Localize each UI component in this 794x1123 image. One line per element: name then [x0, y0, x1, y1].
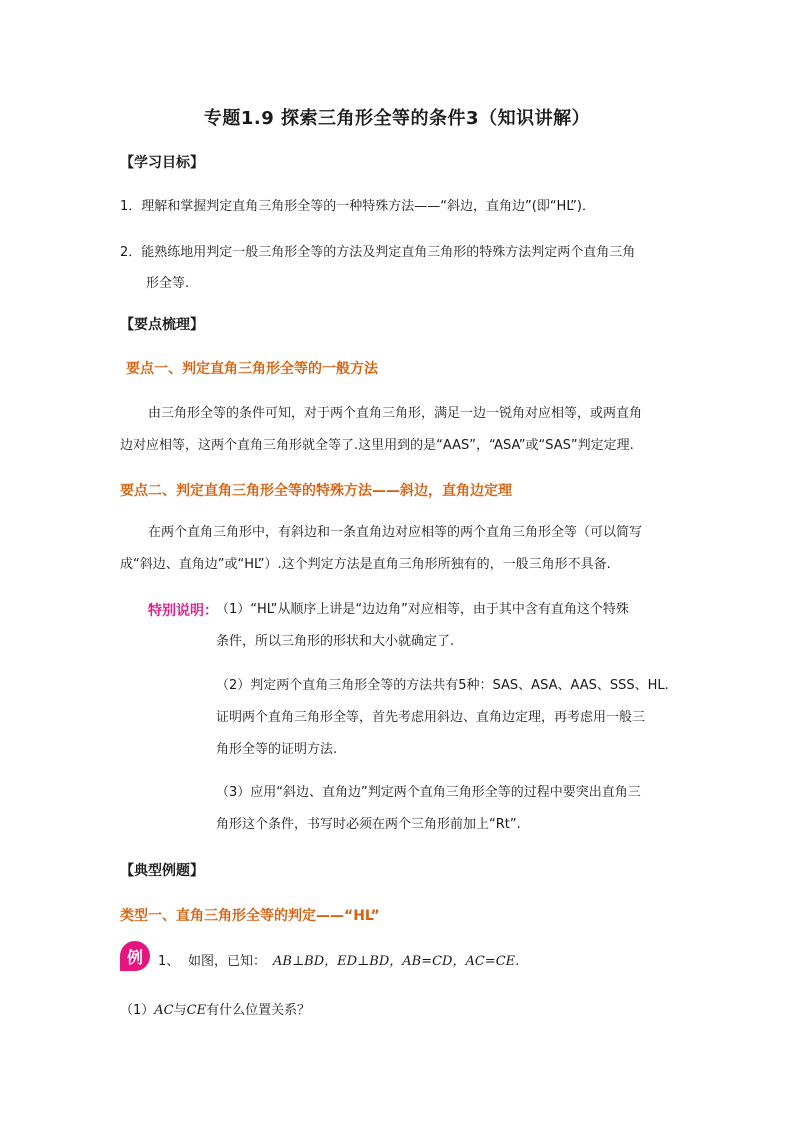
- point2-line-2: 成“斜边、直角边”或“HL”）.这个判定方法是直角三角形所独有的，一般三角形不具备.: [120, 557, 611, 572]
- example-badge-icon: [120, 941, 150, 971]
- special-note-label: 特别说明：: [148, 603, 218, 619]
- section-learning-goals: 【学习目标】: [120, 155, 204, 171]
- special-note-1a: （1）“HL”从顺序上讲是“边边角”对应相等，由于其中含有直角这个特殊: [216, 602, 629, 617]
- special-note-2a: （2）判定两个直角三角形全等的方法共有5种：SAS、ASA、AAS、SSS、HL.: [216, 678, 669, 693]
- example1-question-1: [120, 1001, 310, 1021]
- point1-heading: 要点一、判定直角三角形全等的一般方法: [126, 361, 378, 377]
- point1-line-1: 由三角形全等的条件可知，对于两个直角三角形，满足一边一锐角对应相等，或两直角: [148, 406, 643, 421]
- goal-2: 2．能熟练地用判定一般三角形全等的方法及判定直角三角形的特殊方法判定两个直角三角: [120, 245, 636, 260]
- question-var-ce: CE: [186, 1003, 207, 1018]
- example1-text: 如图，已知：: [188, 954, 267, 969]
- section-typical-examples: 【典型例题】: [120, 863, 204, 879]
- question-ending: 有什么位置关系？: [206, 1003, 311, 1018]
- special-note-1b: 条件，所以三角形的形状和大小就确定了.: [216, 634, 455, 649]
- question-number: （1）: [120, 1003, 155, 1018]
- question-connector: 与: [173, 1003, 187, 1018]
- example-badge-label: 例: [126, 947, 143, 967]
- goal-1: 1．理解和掌握判定直角三角形全等的一种特殊方法——“斜边，直角边”(即“HL”)．: [120, 199, 595, 214]
- point1-line-2: 边对应相等，这两个直角三角形就全等了.这里用到的是“AAS”，“ASA”或“SAS”判定定理.: [120, 438, 634, 453]
- example1-number: 1、: [158, 954, 180, 969]
- point2-heading: 要点二、判定直角三角形全等的特殊方法——斜边，直角边定理: [120, 483, 512, 499]
- special-note-3b: 角形这个条件，书写时必须在两个三角形前加上“Rt”.: [216, 817, 521, 832]
- special-note-3a: （3）应用“斜边、直角边”判定两个直角三角形全等的过程中要突出直角三: [216, 785, 641, 800]
- section-key-points: 【要点梳理】: [120, 317, 204, 333]
- page-title: 专题1.9 探索三角形全等的条件3（知识讲解）: [203, 108, 591, 129]
- example1-conditions: AB⊥BD，ED⊥BD，AB=CD，AC=CE.: [273, 954, 520, 969]
- goal-2-continued: 形全等.: [146, 276, 190, 291]
- special-note-2b: 证明两个直角三角形全等，首先考虑用斜边、直角边定理，再考虑用一般三: [216, 710, 646, 725]
- type1-heading: 类型一、直角三角形全等的判定——“HL”: [120, 908, 380, 924]
- special-note-2c: 角形全等的证明方法.: [216, 742, 338, 757]
- question-var-ac: AC: [154, 1003, 174, 1018]
- point2-line-1: 在两个直角三角形中，有斜边和一条直角边对应相等的两个直角三角形全等（可以简写: [148, 525, 643, 540]
